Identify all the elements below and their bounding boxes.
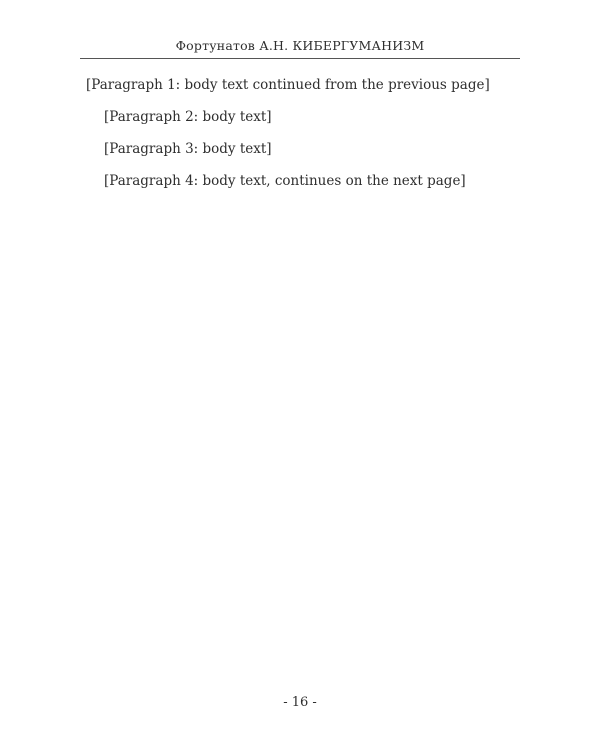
paragraph: [Paragraph 3: body text] — [104, 141, 272, 157]
body-text — [86, 74, 514, 202]
page-number: - 16 - — [283, 695, 317, 710]
paragraph: [Paragraph 1: body text continued from the previous page] — [86, 77, 490, 93]
header-rule — [80, 58, 520, 59]
running-header: Фортунатов А.Н. КИБЕРГУМАНИЗМ — [175, 38, 425, 53]
paragraph: [Paragraph 2: body text] — [104, 109, 272, 125]
paragraph: [Paragraph 4: body text, continues on the next page] — [104, 173, 466, 189]
